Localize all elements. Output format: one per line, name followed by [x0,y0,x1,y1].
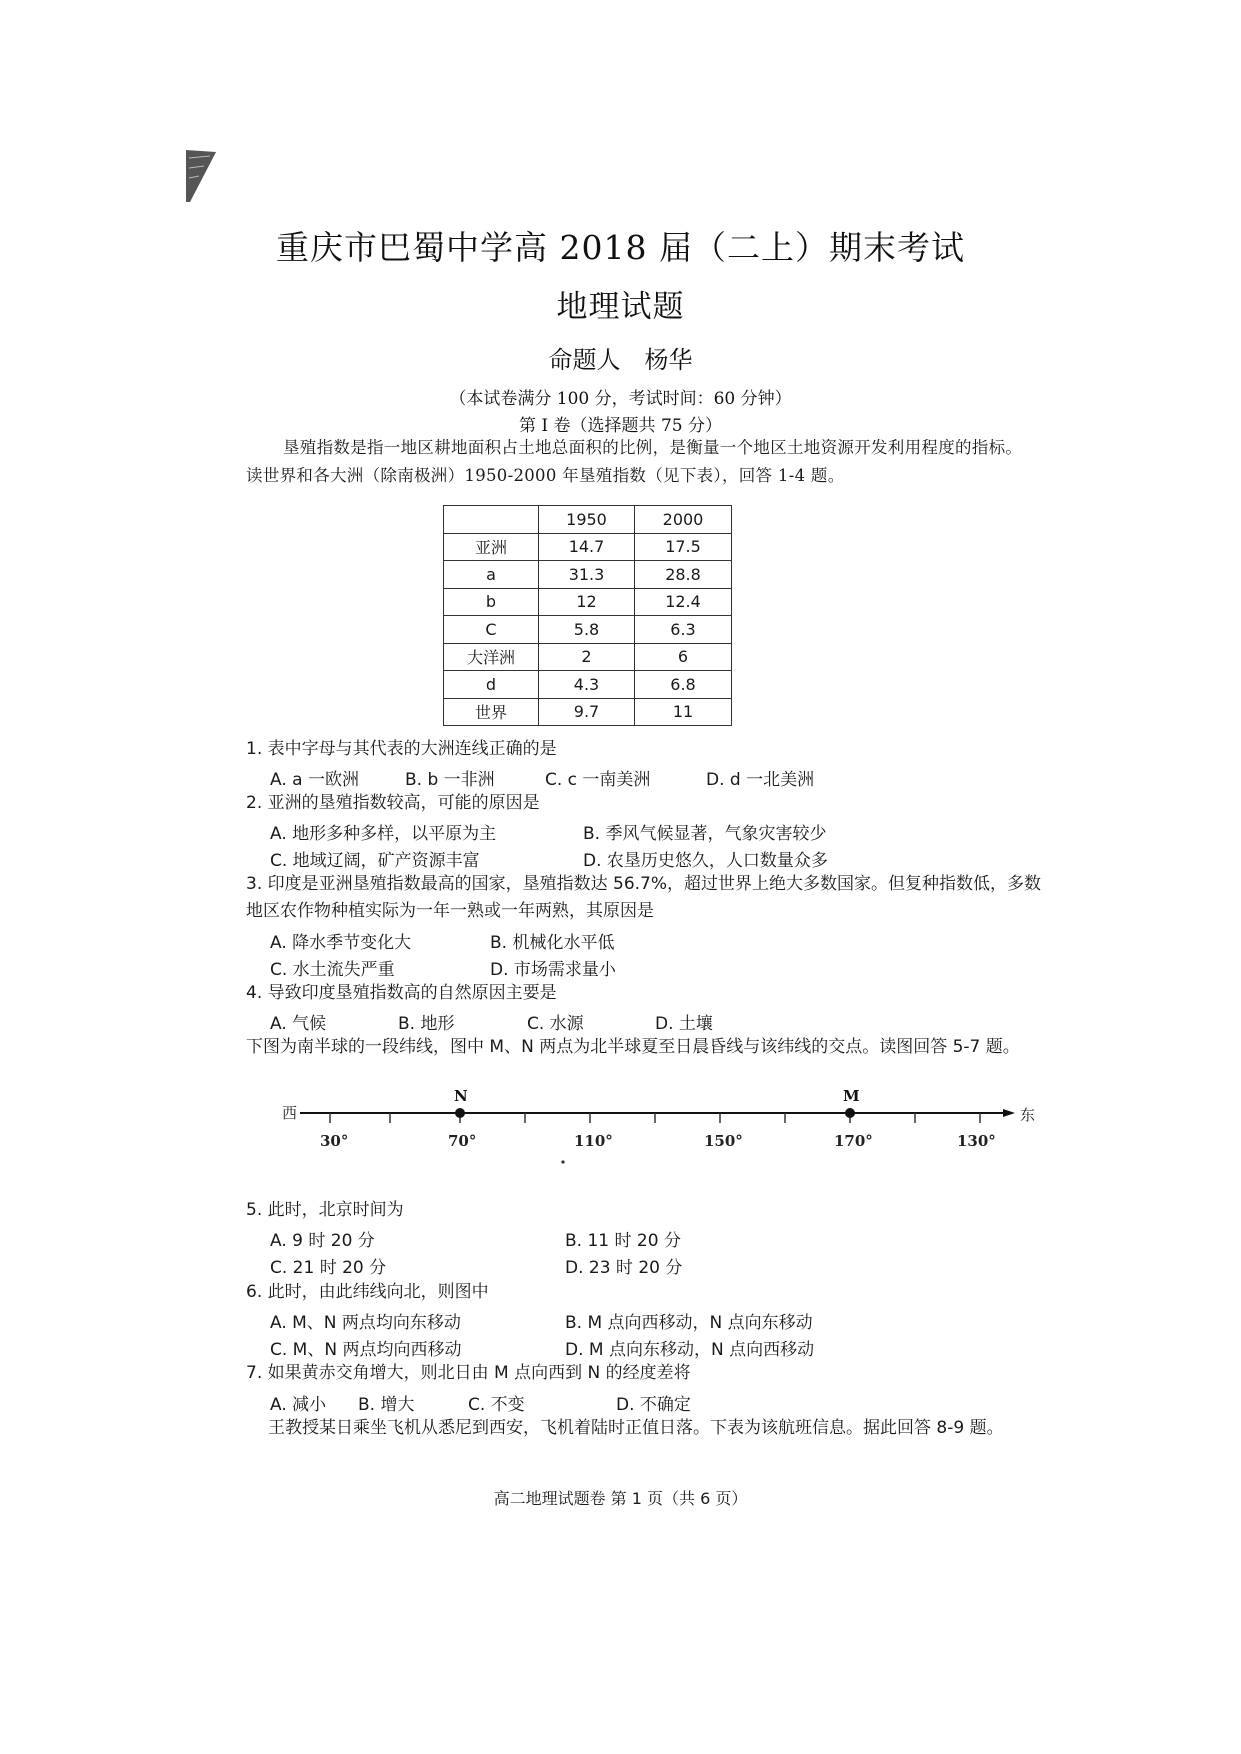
question-6-option-d: D. M 点向东移动，N 点向西移动 [565,1340,815,1360]
table-cell: 大洋洲 [444,643,539,671]
page-footer: 高二地理试题卷 第 1 页（共 6 页） [493,1489,748,1508]
table-row [444,561,732,589]
exam-title: 重庆市巴蜀中学高 2018 届（二上）期末考试 [276,228,965,267]
question-7-option-b: B. 增大 [358,1395,415,1415]
table-cell: 4.3 [539,671,635,699]
question-7-option-c: C. 不变 [468,1395,525,1415]
table-cell: 12 [539,588,635,616]
question-6-option-b: B. M 点向西移动，N 点向东移动 [565,1313,813,1333]
table-cell [444,506,539,534]
table-row [444,616,732,644]
question-5-stem: 5. 此时，北京时间为 [246,1200,404,1220]
question-4-stem: 4. 导致印度垦殖指数高的自然原因主要是 [246,983,557,1003]
table-row [444,698,732,726]
table-cell: 2000 [635,506,732,534]
question-6-stem: 6. 此时，由此纬线向北，则图中 [246,1282,489,1302]
section-heading: 第 I 卷（选择题共 75 分） [519,416,722,436]
question-2-option-a: A. 地形多种多样，以平原为主 [270,824,497,844]
table-cell: 14.7 [539,533,635,561]
table-cell: 11 [635,698,732,726]
table-header-row [444,506,732,534]
tick-label: 170° [834,1132,873,1150]
question-5-option-a: A. 9 时 20 分 [270,1231,375,1251]
scan-speck [561,1160,564,1163]
question-5-option-d: D. 23 时 20 分 [565,1258,683,1278]
table-cell: 9.7 [539,698,635,726]
question-4-option-a: A. 气候 [270,1014,327,1034]
exam-info: （本试卷满分 100 分，考试时间：60 分钟） [449,389,792,409]
table-row [444,533,732,561]
table-cell: 6.8 [635,671,732,699]
question-1-option-c: C. c 一南美洲 [545,770,651,790]
point-n-label: N [454,1087,468,1105]
table-cell: 28.8 [635,561,732,589]
question-3-option-a: A. 降水季节变化大 [270,933,412,953]
question-6-option-a: A. M、N 两点均向东移动 [270,1313,461,1333]
table-cell: 世界 [444,698,539,726]
point-m-label: M [843,1087,860,1105]
table-row [444,588,732,616]
subject-title: 地理试题 [556,289,685,325]
question-3-option-d: D. 市场需求量小 [490,960,616,980]
cultivation-index-table [443,505,732,726]
table-row [444,643,732,671]
tick-label: 30° [320,1132,349,1150]
question-7-option-d: D. 不确定 [616,1395,691,1415]
table-cell: 12.4 [635,588,732,616]
east-label: 东 [1020,1106,1036,1124]
question-1-option-b: B. b 一非洲 [405,770,495,790]
question-2-stem: 2. 亚洲的垦殖指数较高，可能的原因是 [246,793,540,813]
question-2-option-d: D. 农垦历史悠久，人口数量众多 [583,851,828,871]
table-cell: 1950 [539,506,635,534]
author-line: 命题人 杨华 [548,346,693,374]
intro-paragraph-line1: 垦殖指数是指一地区耕地面积占土地总面积的比例，是衡量一个地区土地资源开发利用程度的指标。 [283,438,1023,457]
table-cell: 31.3 [539,561,635,589]
table-row [444,671,732,699]
question-3-stem-line2: 地区农作物种植实际为一年一熟或一年两熟，其原因是 [246,901,654,921]
question-3-option-b: B. 机械化水平低 [490,933,615,953]
table-cell: b [444,588,539,616]
question-1-stem: 1. 表中字母与其代表的大洲连线正确的是 [246,739,557,759]
tick-label: 110° [574,1132,613,1150]
flight-intro: 王教授某日乘坐飞机从悉尼到西安，飞机着陆时正值日落。下表为该航班信息。据此回答 8-9 题。 [268,1418,1004,1438]
question-2-option-c: C. 地域辽阔，矿产资源丰富 [270,851,480,871]
table-cell: 2 [539,643,635,671]
table-cell: 6.3 [635,616,732,644]
question-5-option-b: B. 11 时 20 分 [565,1231,681,1251]
question-3-option-c: C. 水土流失严重 [270,960,395,980]
table-cell: d [444,671,539,699]
question-4-option-c: C. 水源 [527,1014,584,1034]
question-7-stem: 7. 如果黄赤交角增大，则北日由 M 点向西到 N 的经度差将 [246,1363,691,1383]
point-m-marker [845,1108,855,1118]
latitude-line-diagram [270,1085,1050,1165]
question-5-option-c: C. 21 时 20 分 [270,1258,387,1278]
question-7-option-a: A. 减小 [270,1395,327,1415]
table-cell: 17.5 [635,533,732,561]
table-cell: C [444,616,539,644]
question-4-option-b: B. 地形 [398,1014,455,1034]
question-1-option-d: D. d 一北美洲 [706,770,815,790]
question-1-option-a: A. a 一欧洲 [270,770,359,790]
intro-paragraph-line2: 读世界和各大洲（除南极洲）1950-2000 年垦殖指数（见下表），回答 1-4 题。 [246,466,845,485]
tick-label: 130° [957,1132,996,1150]
diagram-intro: 下图为南半球的一段纬线，图中 M、N 两点为北半球夏至日晨昏线与该纬线的交点。读图回答 5-7 题。 [246,1037,1020,1057]
point-n-marker [455,1108,465,1118]
west-label: 西 [282,1104,298,1122]
tick-label: 150° [704,1132,743,1150]
table-cell: 5.8 [539,616,635,644]
question-4-option-d: D. 土壤 [655,1014,713,1034]
table-cell: 亚洲 [444,533,539,561]
tick-label: 70° [448,1132,477,1150]
question-2-option-b: B. 季风气候显著，气象灾害较少 [583,824,827,844]
table-cell: 6 [635,643,732,671]
question-3-stem-line1: 3. 印度是亚洲垦殖指数最高的国家，垦殖指数达 56.7%，超过世界上绝大多数国家。但复种指数低，多数 [246,874,1042,894]
east-arrow-icon [1003,1109,1015,1117]
scan-corner-artifact [186,150,216,202]
question-6-option-c: C. M、N 两点均向西移动 [270,1340,462,1360]
table-cell: a [444,561,539,589]
